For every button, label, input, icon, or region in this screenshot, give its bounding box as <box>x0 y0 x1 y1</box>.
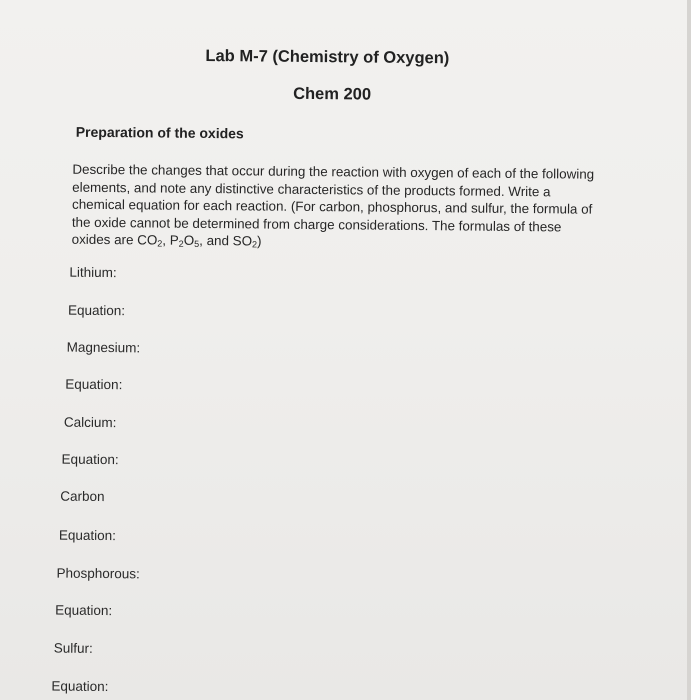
formula-so2: $SO_2$ <box>232 233 258 250</box>
instructions-paragraph: Describe the changes that occur during the reaction with oxygen of each of the following elements, and note any distinctive characteristics of the products formed. Write a chemical equation for each reaction. (For carbon, phosphorus, and sulfur, the formula of the oxide cannot be determined from charge considerations. The formulas of these oxides are $CO_2$, $P_2O_5$, and $SO_2$) <box>71 161 595 250</box>
lithium-label: Lithium: <box>69 264 117 281</box>
formula-co2: $CO_2$ <box>137 232 163 249</box>
course-subtitle: Chem 200 <box>293 84 372 104</box>
section-heading: Preparation of the oxides <box>75 123 244 142</box>
phosphorous-label: Phosphorous: <box>56 565 140 582</box>
sulfur-equation-label: Equation: <box>51 678 109 695</box>
calcium-equation-label: Equation: <box>61 451 119 468</box>
carbon-label: Carbon <box>60 488 105 505</box>
calcium-label: Calcium: <box>63 414 117 431</box>
magnesium-equation-label: Equation: <box>65 376 123 393</box>
instructions-text: Describe the changes that occur during the reaction with oxygen of each of the following elements, and note any distinctive characteristics of the products formed. Write a chemical equation for each reaction. (For carbon, phosphorus, and sulfur, the formula of the oxide cannot be determined from charge considerations. The formulas of these oxides are <box>71 161 595 248</box>
formula-p2o5: $P_2O_5$ <box>169 233 200 250</box>
carbon-equation-label: Equation: <box>58 527 116 544</box>
document-title: Lab M-7 (Chemistry of Oxygen) <box>205 46 450 68</box>
photo-edge <box>687 0 691 700</box>
magnesium-label: Magnesium: <box>66 339 141 356</box>
phosphorous-equation-label: Equation: <box>55 602 113 619</box>
sulfur-label: Sulfur: <box>53 640 93 656</box>
lithium-equation-label: Equation: <box>67 302 126 319</box>
